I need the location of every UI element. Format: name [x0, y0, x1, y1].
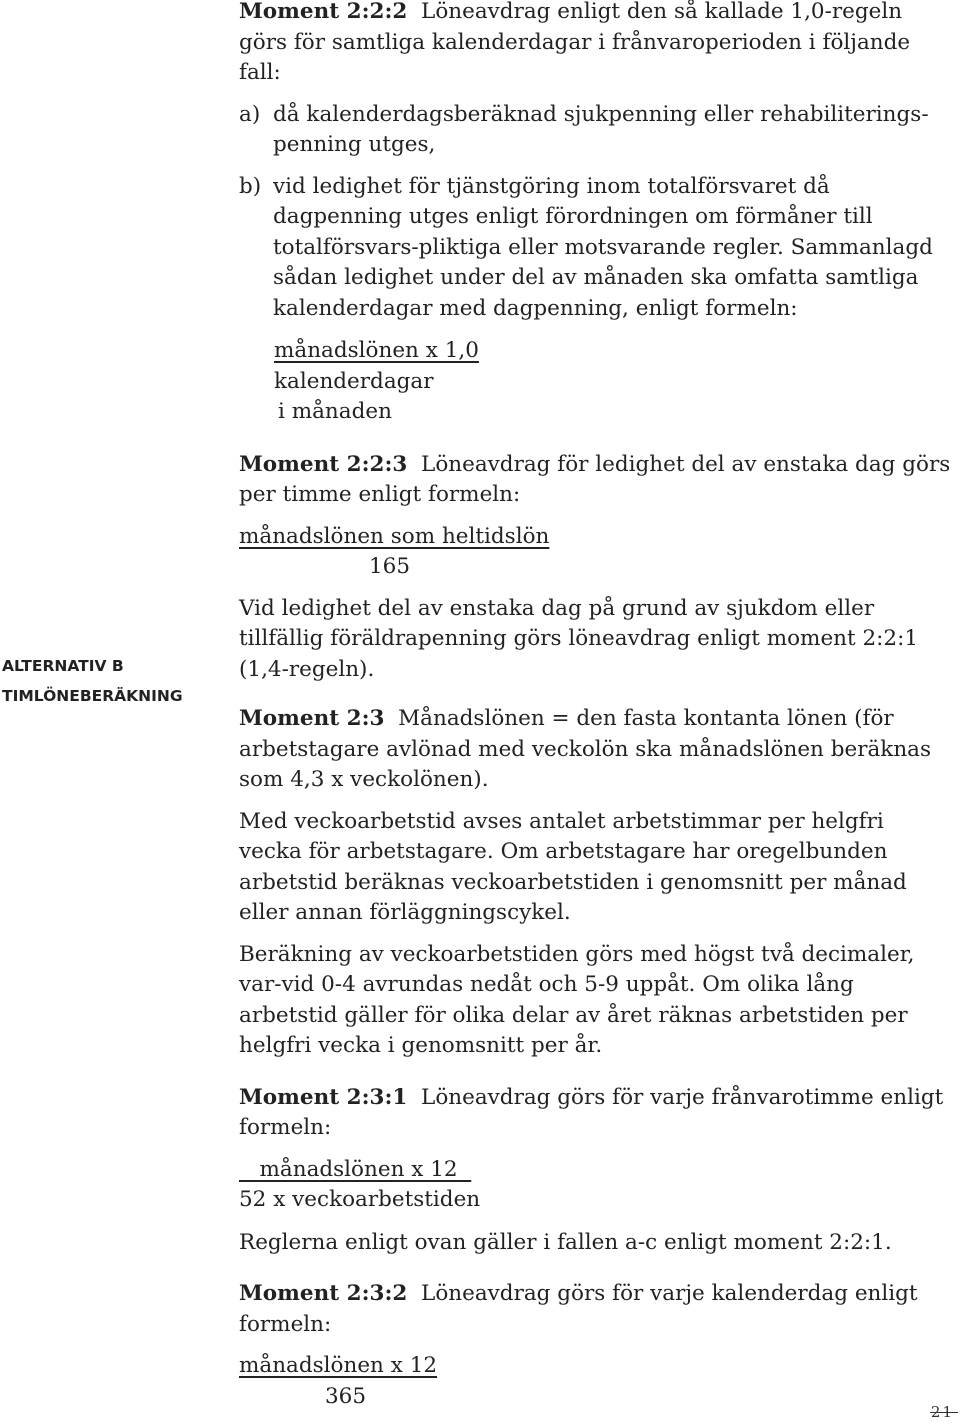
main-column	[239, 0, 951, 1412]
moment-text: Löneavdrag för ledighet del av enstaka dag görs per timme enligt formeln:	[239, 451, 951, 507]
formula-hourly	[239, 522, 951, 583]
formula-denominator: 165	[369, 554, 411, 579]
list-text: vid ledighet för tjänstgöring inom totalförsvaret då dagpenning utges enligt förordningen om förmåner till totalförsvars-pliktiga eller motsvarande regler. Sammanlagd sådan ledighet under del av månaden ska omfatta samtliga kalenderdagar med dagpenning, enligt formeln:	[273, 173, 933, 321]
sidebar-line: ALTERNATIV B	[2, 657, 124, 675]
moment-2-2-3	[239, 450, 951, 511]
moment-heading: Moment 2:3:2	[239, 1281, 408, 1306]
list-label: b)	[239, 173, 262, 199]
moment-heading: Moment 2:2:3	[239, 451, 408, 477]
formula-denominator: 52 x veckoarbetstiden	[239, 1187, 481, 1212]
formula-calendar-days	[274, 336, 951, 428]
paragraph-calculation: Beräkning av veckoarbetstiden görs med högst två decimaler, var-vid 0-4 avrundas nedåt och 5-9 uppåt. Om olika lång arbetstid gäller för olika delar av året räknas arbetstiden per helgfri vecka i genomsnitt per år.	[239, 941, 915, 1058]
paragraph-partial-day: Vid ledighet del av enstaka dag på grund av sjukdom eller tillfällig föräldrapenning görs löneavdrag enligt moment 2:2:1 (1,4-regeln).	[239, 595, 919, 682]
formula-daily	[239, 1351, 951, 1412]
moment-text: Löneavdrag görs för varje frånvarotimme enligt formeln:	[239, 1084, 944, 1140]
formula-denominator: kalenderdagar	[274, 368, 434, 394]
list-text: då kalenderdagsberäknad sjukpenning eller rehabiliterings-penning utges,	[273, 101, 929, 157]
list-label: a)	[239, 101, 261, 127]
formula-numerator	[239, 1155, 951, 1186]
formula-numerator: månadslönen x 1,0	[274, 338, 479, 363]
moment-heading: Moment 2:3:1	[239, 1084, 408, 1110]
moment-2-3-1	[239, 1083, 951, 1144]
list-item-a	[239, 100, 951, 161]
moment-text: Löneavdrag enligt den så kallade 1,0-regeln görs för samtliga kalenderdagar i frånvaroperioden i följande fall:	[239, 0, 911, 85]
formula-denominator: 365	[325, 1383, 367, 1409]
moment-2-3-2	[239, 1279, 951, 1340]
formula-denominator: i månaden	[278, 399, 392, 424]
formula-numerator-text: månadslönen x 12	[259, 1156, 458, 1182]
sidebar-line: TIMLÖNEBERÄKNING	[2, 687, 183, 705]
formula-numerator: månadslönen som heltidslön	[239, 523, 550, 549]
formula-numerator: månadslönen x 12	[239, 1353, 438, 1378]
formula-hourly-absence	[239, 1155, 951, 1216]
moment-heading: Moment 2:2:2	[239, 0, 408, 24]
list-item-b	[239, 172, 951, 325]
moment-text: Månadslönen = den fasta kontanta lönen (för arbetstagare avlönad med veckolön ska månadslönen beräknas som 4,3 x veckolönen).	[239, 706, 932, 792]
moment-2-2-2	[239, 0, 951, 89]
page-number: 21	[930, 1402, 954, 1421]
moment-heading: Moment 2:3	[239, 706, 385, 731]
moment-text: Löneavdrag görs för varje kalenderdag enligt formeln:	[239, 1281, 918, 1337]
paragraph-weekly-hours: Med veckoarbetstid avses antalet arbetstimmar per helgfri vecka för arbetstagare. Om arbetstagare har oregelbunden arbetstid beräknas veckoarbetstiden i genomsnitt per månad eller annan förläggningscykel.	[239, 808, 907, 925]
paragraph-rules: Reglerna enligt ovan gäller i fallen a-c enligt moment 2:2:1.	[239, 1229, 892, 1255]
sidebar-heading	[2, 651, 222, 711]
moment-2-3	[239, 704, 951, 796]
